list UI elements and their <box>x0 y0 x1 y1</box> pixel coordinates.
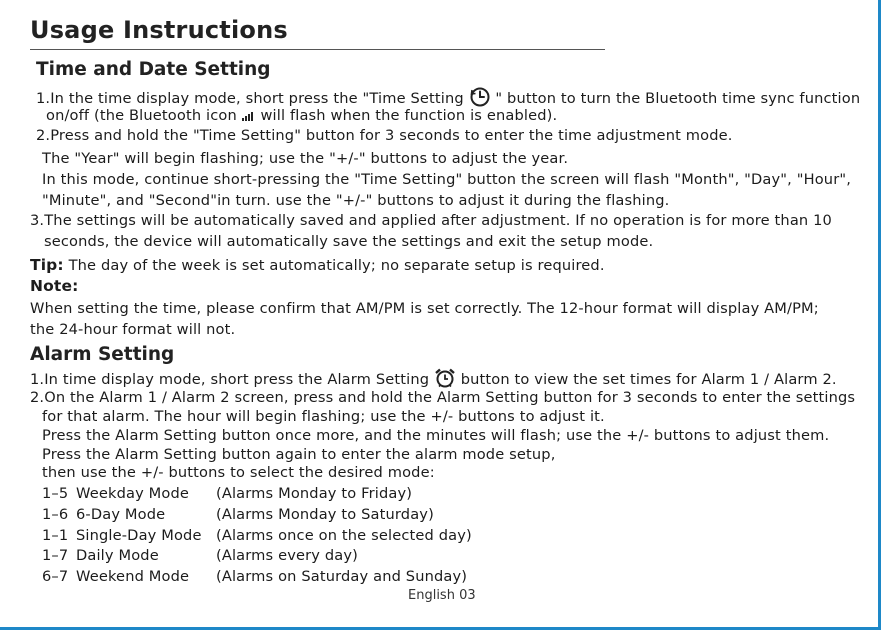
time-instruction-1a: 1.In the time display mode, short press the "Time Setting <box>36 90 464 107</box>
page-footer: English 03 <box>408 588 476 603</box>
time-section-heading: Time and Date Setting <box>36 59 271 80</box>
mode-description: (Alarms once on the selected day) <box>216 527 472 544</box>
time-instruction-5: In this mode, continue short-pressing the "Time Setting" button the screen will flash "Month", "Day", "Hour", <box>42 171 851 188</box>
mode-code: 1–5 <box>42 485 69 502</box>
mode-name: Single-Day Mode <box>76 527 202 544</box>
alarm-instruction-4: Press the Alarm Setting button once more, and the minutes will flash; use the +/- buttons to adjust them. <box>42 427 830 444</box>
tip-line <box>30 256 605 275</box>
mode-code: 1–1 <box>42 527 69 544</box>
time-instruction-4: The "Year" will begin flashing; use the "+/-" buttons to adjust the year. <box>42 150 569 167</box>
note-line-1: When setting the time, please confirm that AM/PM is set correctly. The 12-hour format will display AM/PM; <box>30 300 819 317</box>
note-line-2: the 24-hour format will not. <box>30 321 236 338</box>
alarm-instruction-1b: button to view the set times for Alarm 1 / Alarm 2. <box>460 371 837 388</box>
time-instruction-2 <box>46 106 557 126</box>
mode-name: Weekend Mode <box>76 568 190 585</box>
note-label: Note: <box>30 277 79 295</box>
time-instruction-2b: will flash when the function is enabled). <box>260 107 558 124</box>
mode-name: 6-Day Mode <box>76 506 166 523</box>
mode-description: (Alarms every day) <box>216 547 358 564</box>
title-divider <box>30 49 605 50</box>
page-title: Usage Instructions <box>30 16 288 44</box>
alarm-instruction-3: for that alarm. The hour will begin flashing; use the +/- buttons to adjust it. <box>42 408 605 425</box>
signal-bars-icon <box>242 107 256 126</box>
tip-label: Tip: <box>30 256 64 274</box>
time-instruction-3: 2.Press and hold the "Time Setting" button for 3 seconds to enter the time adjustment mode. <box>36 127 733 144</box>
mode-code: 6–7 <box>42 568 69 585</box>
mode-description: (Alarms Monday to Friday) <box>216 485 413 502</box>
time-instruction-6: "Minute", and "Second"in turn. use the "+/-" buttons to adjust it during the flashing. <box>42 192 670 209</box>
time-instruction-7: 3.The settings will be automatically saved and applied after adjustment. If no operation is for more than 10 <box>30 212 832 229</box>
mode-name: Daily Mode <box>76 547 159 564</box>
mode-description: (Alarms on Saturday and Sunday) <box>216 568 468 585</box>
alarm-instruction-1a: 1.In time display mode, short press the Alarm Setting <box>30 371 430 388</box>
mode-code: 1–7 <box>42 547 69 564</box>
alarm-instruction-6: then use the +/- buttons to select the desired mode: <box>42 464 435 481</box>
mode-name: Weekday Mode <box>76 485 190 502</box>
alarm-instruction-5: Press the Alarm Setting button again to enter the alarm mode setup, <box>42 446 556 463</box>
mode-code: 1–6 <box>42 506 69 523</box>
time-instruction-8: seconds, the device will automatically save the settings and exit the setup mode. <box>44 233 654 250</box>
time-instruction-2a: on/off (the Bluetooth icon <box>46 107 237 124</box>
alarm-section-heading: Alarm Setting <box>30 344 175 365</box>
tip-text: The day of the week is set automatically; no separate setup is required. <box>63 257 605 274</box>
alarm-instruction-2: 2.On the Alarm 1 / Alarm 2 screen, press and hold the Alarm Setting button for 3 seconds to enter the settings <box>30 389 856 406</box>
mode-description: (Alarms Monday to Saturday) <box>216 506 434 523</box>
time-instruction-1b: " button to turn the Bluetooth time sync function <box>495 90 861 107</box>
